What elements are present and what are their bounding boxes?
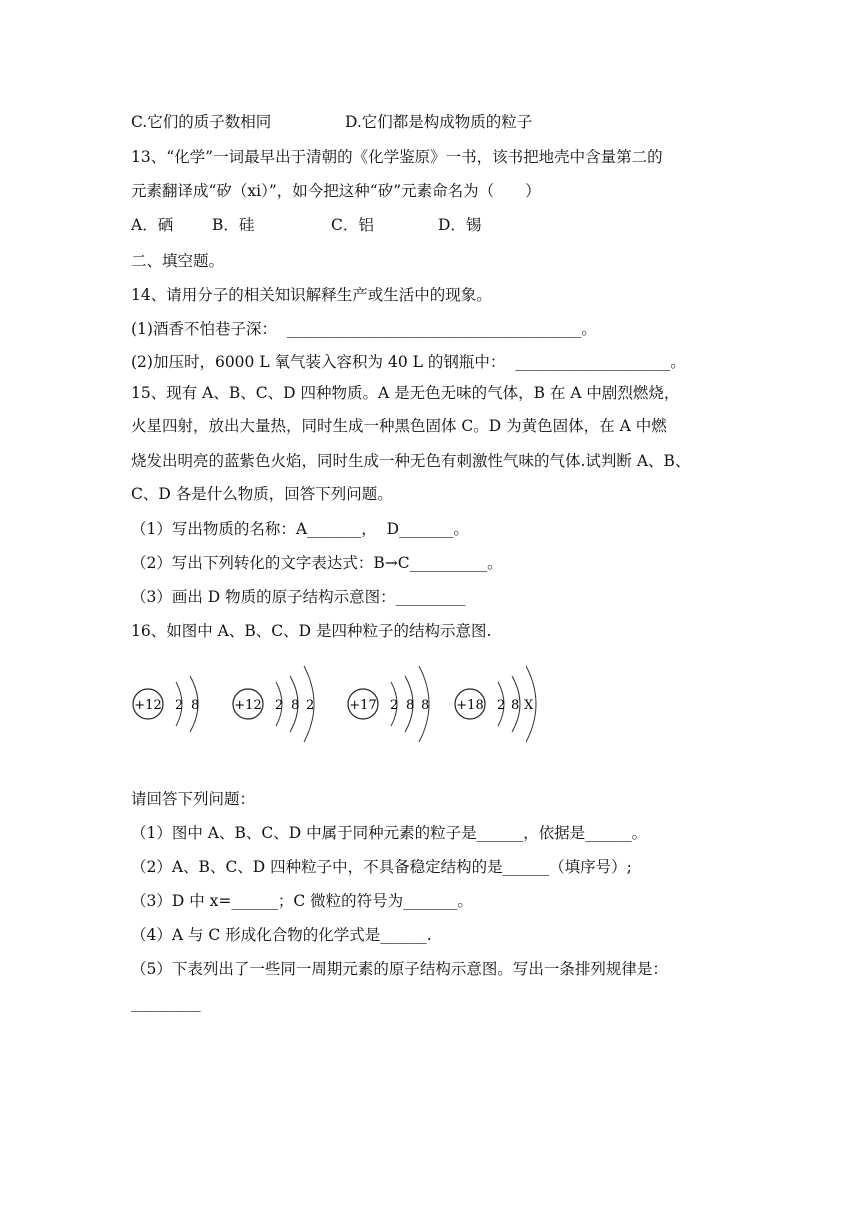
shell-electron-count: 2	[306, 698, 315, 713]
q16-prompt: 请回答下列问题：	[131, 790, 256, 808]
q12-option-d: D.它们都是构成物质的粒子	[345, 113, 533, 131]
q14-part2: (2)加压时，6000 L 氧气装入容积为 40 L 的钢瓶中： ____________________。	[131, 353, 686, 371]
nucleus-charge: +17	[349, 698, 377, 713]
q16-part4: （4）A 与 C 形成化合物的化学式是______.	[131, 926, 432, 944]
q13-option-b: B．硅	[212, 216, 255, 234]
section-heading-fill-in: 二、填空题。	[131, 252, 225, 270]
q13-stem-line1: 13、“化学”一词最早出于清朝的《化学鉴原》一书，该书把地壳中含量第二的	[131, 148, 663, 166]
q16-part2: （2）A、B、C、D 四种粒子中，不具备稳定结构的是______（填序号）;	[131, 858, 632, 876]
shell-electron-count: 8	[406, 698, 415, 713]
q13-option-a: A．硒	[131, 216, 174, 234]
q16-part5: （5）下表列出了一些同一周期元素的原子结构示意图。写出一条排列规律是：	[131, 960, 668, 978]
q14-part1: (1)酒香不怕巷子深： ______________________________________。	[131, 320, 597, 338]
q15-stem-line3: 烧发出明亮的蓝紫色火焰，同时生成一种无色有刺激性气味的气体.试判断 A、B、	[131, 452, 691, 470]
shell-electron-count: 2	[175, 698, 184, 713]
atom-diagram-d	[455, 666, 536, 780]
q15-stem-line1: 15、现有 A、B、C、D 四种物质。A 是无色无味的气体，B 在 A 中剧烈燃烧，	[131, 384, 680, 402]
q16-part5-answer-blank: _________	[131, 994, 201, 1012]
atomic-structure-diagrams	[125, 650, 545, 780]
q15-stem-line4: C、D 各是什么物质，回答下列问题。	[131, 485, 393, 503]
shell-electron-count: 2	[390, 698, 399, 713]
q16-part3: （3）D 中 x=______；C 微粒的符号为_______。	[131, 892, 473, 910]
atom-diagram-b	[233, 666, 314, 780]
nucleus-charge: +18	[456, 698, 484, 713]
q15-part3: （3）画出 D 物质的原子结构示意图：_________	[131, 588, 466, 606]
q15-part2: （2）写出下列转化的文字表达式：B→C__________。	[131, 554, 503, 572]
q15-stem-line2: 火星四射，放出大量热，同时生成一种黑色固体 C。D 为黄色固体，在 A 中燃	[131, 417, 667, 435]
shell-electron-count: 8	[421, 698, 430, 713]
q12-option-c: C.它们的质子数相同	[131, 113, 272, 131]
shell-electron-count: 2	[497, 698, 506, 713]
atom-diagram-a	[133, 676, 199, 780]
q13-stem-line2: 元素翻译成“矽（xi）”，如今把这种“矽”元素命名为（ ）	[131, 182, 541, 200]
atom-diagram-c	[348, 666, 429, 780]
shell-electron-count: 8	[191, 698, 200, 713]
q15-part1: （1）写出物质的名称：A_______， D_______。	[131, 520, 469, 538]
nucleus-charge: +12	[134, 698, 162, 713]
q13-option-c: C．铝	[331, 216, 374, 234]
q14-stem: 14、请用分子的相关知识解释生产或生活中的现象。	[131, 286, 492, 304]
shell-electron-count: 2	[275, 698, 284, 713]
shell-electron-count: 8	[511, 698, 520, 713]
q16-part1: （1）图中 A、B、C、D 中属于同种元素的粒子是______，依据是______。	[131, 824, 648, 842]
shell-electron-count: X	[524, 698, 534, 713]
q16-stem: 16、如图中 A、B、C、D 是四种粒子的结构示意图.	[131, 622, 492, 640]
nucleus-charge: +12	[234, 698, 262, 713]
q13-option-d: D．锡	[438, 216, 482, 234]
shell-electron-count: 8	[291, 698, 300, 713]
